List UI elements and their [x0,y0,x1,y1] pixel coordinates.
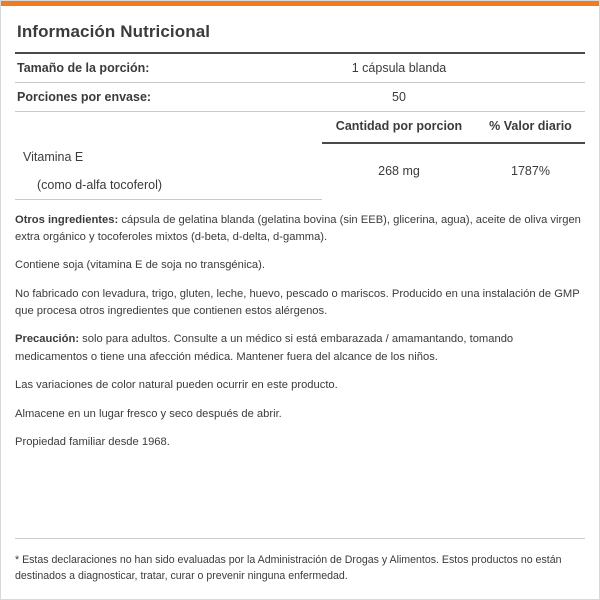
storage-statement: Almacene en un lugar fresco y seco después de abrir. [15,407,282,420]
servings-label: Porciones por envase: [15,83,322,112]
nutrient-name: Vitamina E [23,149,84,164]
family-owned-statement: Propiedad familiar desde 1968. [15,435,170,448]
column-header-amount: Cantidad por porcion [322,112,476,143]
panel-content [1,6,599,451]
nutrient-daily-value: 1787% [511,164,550,179]
nutrient-amount: 268 mg [378,164,420,179]
serving-size-spacer [476,54,585,83]
table-header-row [15,112,585,143]
color-variation-statement: Las variaciones de color natural pueden ocurrir en este producto. [15,379,338,392]
caution-paragraph [15,331,585,366]
other-ingredients-label: Otros ingredientes: [15,213,119,226]
nutrient-source: (como d-alfa tocoferol) [15,171,322,200]
servings-spacer [476,83,585,112]
page-title: Información Nutricional [17,22,211,41]
contains-statement: Contiene soja (vitamina E de soja no transgénica). [15,259,265,272]
disclaimer-divider [15,538,585,539]
caution-text: solo para adultos. Consulte a un médico si está embarazada / amamantando, tomando medicamentos o tiene una afección médica. Mantener fuera del alcance de los niños. [15,333,514,363]
caution-label: Precaución: [15,333,80,346]
serving-size-value: 1 cápsula blanda [322,54,476,83]
notes-section [15,212,585,452]
other-ingredients-text: cápsula de gelatina blanda (gelatina bovina (sin EEB), glicerina, agua), aceite de oliva virgen extra orgánico y tocoferoles mixtos (d-beta, d-delta, d-gamma). [15,213,581,243]
column-header-daily-value: % Valor diario [476,112,585,143]
serving-size-label: Tamaño de la porción: [15,54,322,83]
table-row-serving-size [15,54,585,83]
servings-value: 50 [322,83,476,112]
fda-disclaimer: * Estas declaraciones no han sido evaluadas por la Administración de Drogas y Alimentos. Estos productos no están destinados a diagnosticar, tratar, curar o prevenir ninguna enfermedad. [15,554,562,583]
nutrition-facts-table [15,54,585,200]
allergen-statement: No fabricado con levadura, trigo, gluten, leche, huevo, pescado o mariscos. Producido en una instalación de GMP que procesa otros ingredientes que contienen estos alérgenos. [15,287,580,318]
other-ingredients-paragraph [15,212,585,247]
table-row-nutrient [15,143,585,171]
header-spacer [15,112,322,143]
table-row-servings-per-container [15,83,585,112]
